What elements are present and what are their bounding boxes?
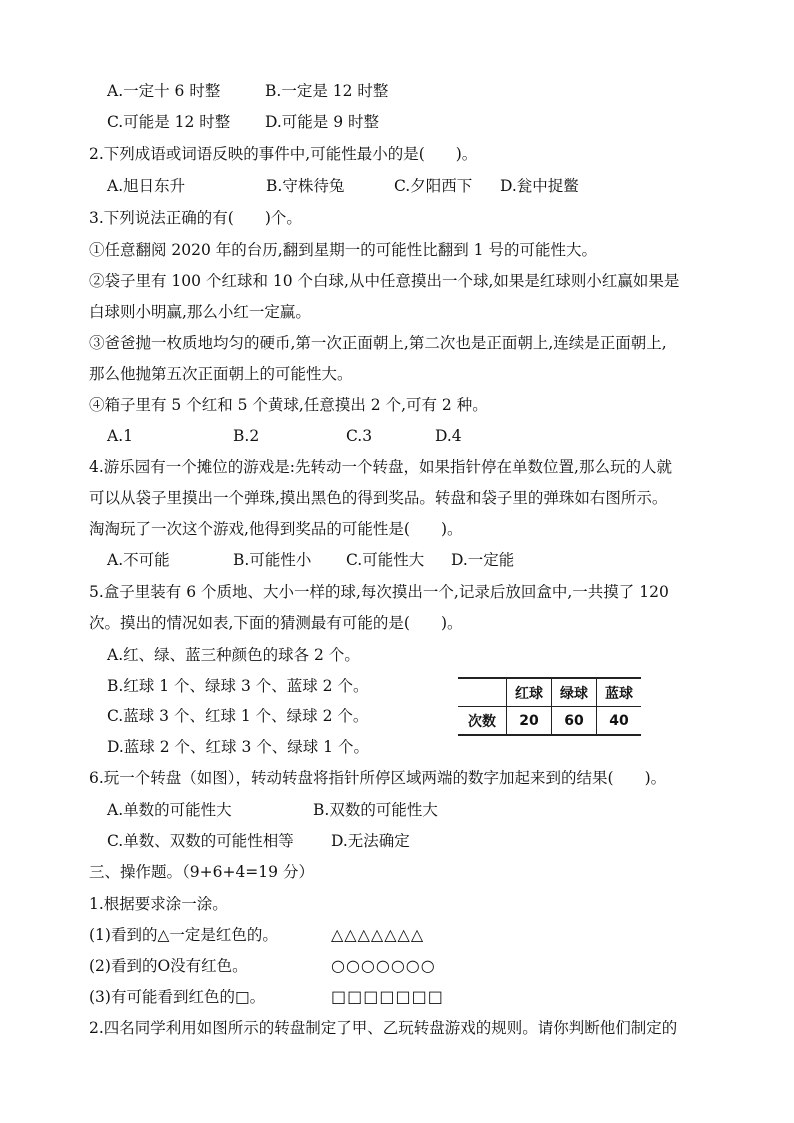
table-cell: 60	[552, 707, 597, 736]
op1-item-a: (1)看到的△一定是红色的。	[89, 926, 278, 944]
q4-option-d: D.一定能	[451, 551, 515, 569]
q5-stem-line-1: 5.盒子里装有 6 个质地、大小一样的球,每次摸出一个,记录后放回盒中,一共摸了 120	[89, 583, 669, 601]
q3-option-c: C.3	[346, 427, 373, 445]
q5-option-a: A.红、绿、蓝三种颜色的球各 2 个。	[107, 646, 360, 664]
q4-option-c: C.可能性大	[346, 551, 425, 569]
op1-stem: 1.根据要求涂一涂。	[89, 895, 228, 913]
q4-stem-line-3: 淘淘玩了一次这个游戏,他得到奖品的可能性是( )。	[89, 520, 463, 538]
q2-option-a: A.旭日东升	[107, 177, 186, 195]
q3-option-a: A.1	[107, 427, 133, 445]
q3-stem: 3.下列说法正确的有( )个。	[89, 209, 302, 227]
q3-option-d: D.4	[435, 427, 462, 445]
table-header-row	[458, 678, 641, 707]
table-row	[458, 707, 641, 736]
q2-option-c: C.夕阳西下	[394, 177, 473, 195]
q4-stem-line-2: 可以从袋子里摸出一个弹珠,摸出黑色的得到奖品。转盘和袋子里的弹珠如右图所示。	[89, 489, 668, 507]
q6-option-d: D.无法确定	[331, 832, 410, 850]
table-header-cell: 红球	[507, 678, 552, 707]
ball-count-table	[458, 677, 641, 736]
q6-option-c: C.单数、双数的可能性相等	[107, 832, 294, 850]
q5-option-c: C.蓝球 3 个、红球 1 个、绿球 2 个。	[107, 707, 369, 725]
q3-option-b: B.2	[233, 427, 260, 445]
q5-option-b: B.红球 1 个、绿球 3 个、蓝球 2 个。	[107, 677, 369, 695]
table-header-cell	[458, 678, 507, 707]
q5-option-d: D.蓝球 2 个、红球 3 个、绿球 1 个。	[107, 738, 369, 756]
table-cell: 40	[597, 707, 642, 736]
q6-option-b: B.双数的可能性大	[313, 801, 438, 819]
q6-option-a: A.单数的可能性大	[107, 801, 232, 819]
table-row-label: 次数	[458, 707, 507, 736]
op1-item-b: (2)看到的O没有红色。	[89, 957, 248, 975]
op2-stem: 2.四名同学利用如图所示的转盘制定了甲、乙玩转盘游戏的规则。请你判断他们制定的	[89, 1019, 678, 1037]
q4-option-b: B.可能性小	[233, 551, 312, 569]
q2-option-d: D.瓮中捉鳖	[500, 177, 579, 195]
q3-statement-1: ①任意翻阅 2020 年的台历,翻到星期一的可能性比翻到 1 号的可能性大。	[89, 241, 597, 259]
table-header-cell: 绿球	[552, 678, 597, 707]
table-header-cell: 蓝球	[597, 678, 642, 707]
q6-stem: 6.玩一个转盘（如图），转动转盘将指针所停区域两端的数字加起来到的结果( )。	[89, 769, 667, 787]
square-row: □□□□□□□	[331, 987, 444, 1006]
q3-statement-3-cont: 那么他抛第五次正面朝上的可能性大。	[89, 365, 353, 383]
q5-stem-line-2: 次。摸出的情况如表,下面的猜测最有可能的是( )。	[89, 614, 463, 632]
section-3-title: 三、操作题。（9+6+4=19 分）	[89, 863, 314, 881]
circle-row: ○○○○○○○	[331, 956, 436, 975]
q1-option-c: C.可能是 12 时整	[107, 113, 231, 131]
q1-option-a: A.一定十 6 时整	[107, 82, 221, 100]
q1-option-d: D.可能是 9 时整	[265, 113, 380, 131]
triangle-row: △△△△△△△	[331, 925, 425, 944]
q3-statement-4: ④箱子里有 5 个红和 5 个黄球,任意摸出 2 个,可有 2 种。	[89, 396, 488, 414]
q2-stem: 2.下列成语或词语反映的事件中,可能性最小的是( )。	[89, 145, 478, 163]
q4-stem-line-1: 4.游乐园有一个摊位的游戏是:先转动一个转盘，如果指针停在单数位置,那么玩的人就	[89, 458, 672, 476]
q3-statement-2: ②袋子里有 100 个红球和 10 个白球,从中任意摸出一个球,如果是红球则小红赢如果是	[89, 272, 680, 290]
q2-option-b: B.守株待兔	[266, 177, 345, 195]
q3-statement-2-cont: 白球则小明赢,那么小红一定赢。	[89, 303, 311, 321]
q4-option-a: A.不可能	[107, 551, 170, 569]
op1-item-c: (3)有可能看到红色的□。	[89, 988, 266, 1006]
table-cell: 20	[507, 707, 552, 736]
q1-option-b: B.一定是 12 时整	[265, 82, 389, 100]
q3-statement-3: ③爸爸抛一枚质地均匀的硬币,第一次正面朝上,第二次也是正面朝上,连续是正面朝上,	[89, 334, 667, 352]
